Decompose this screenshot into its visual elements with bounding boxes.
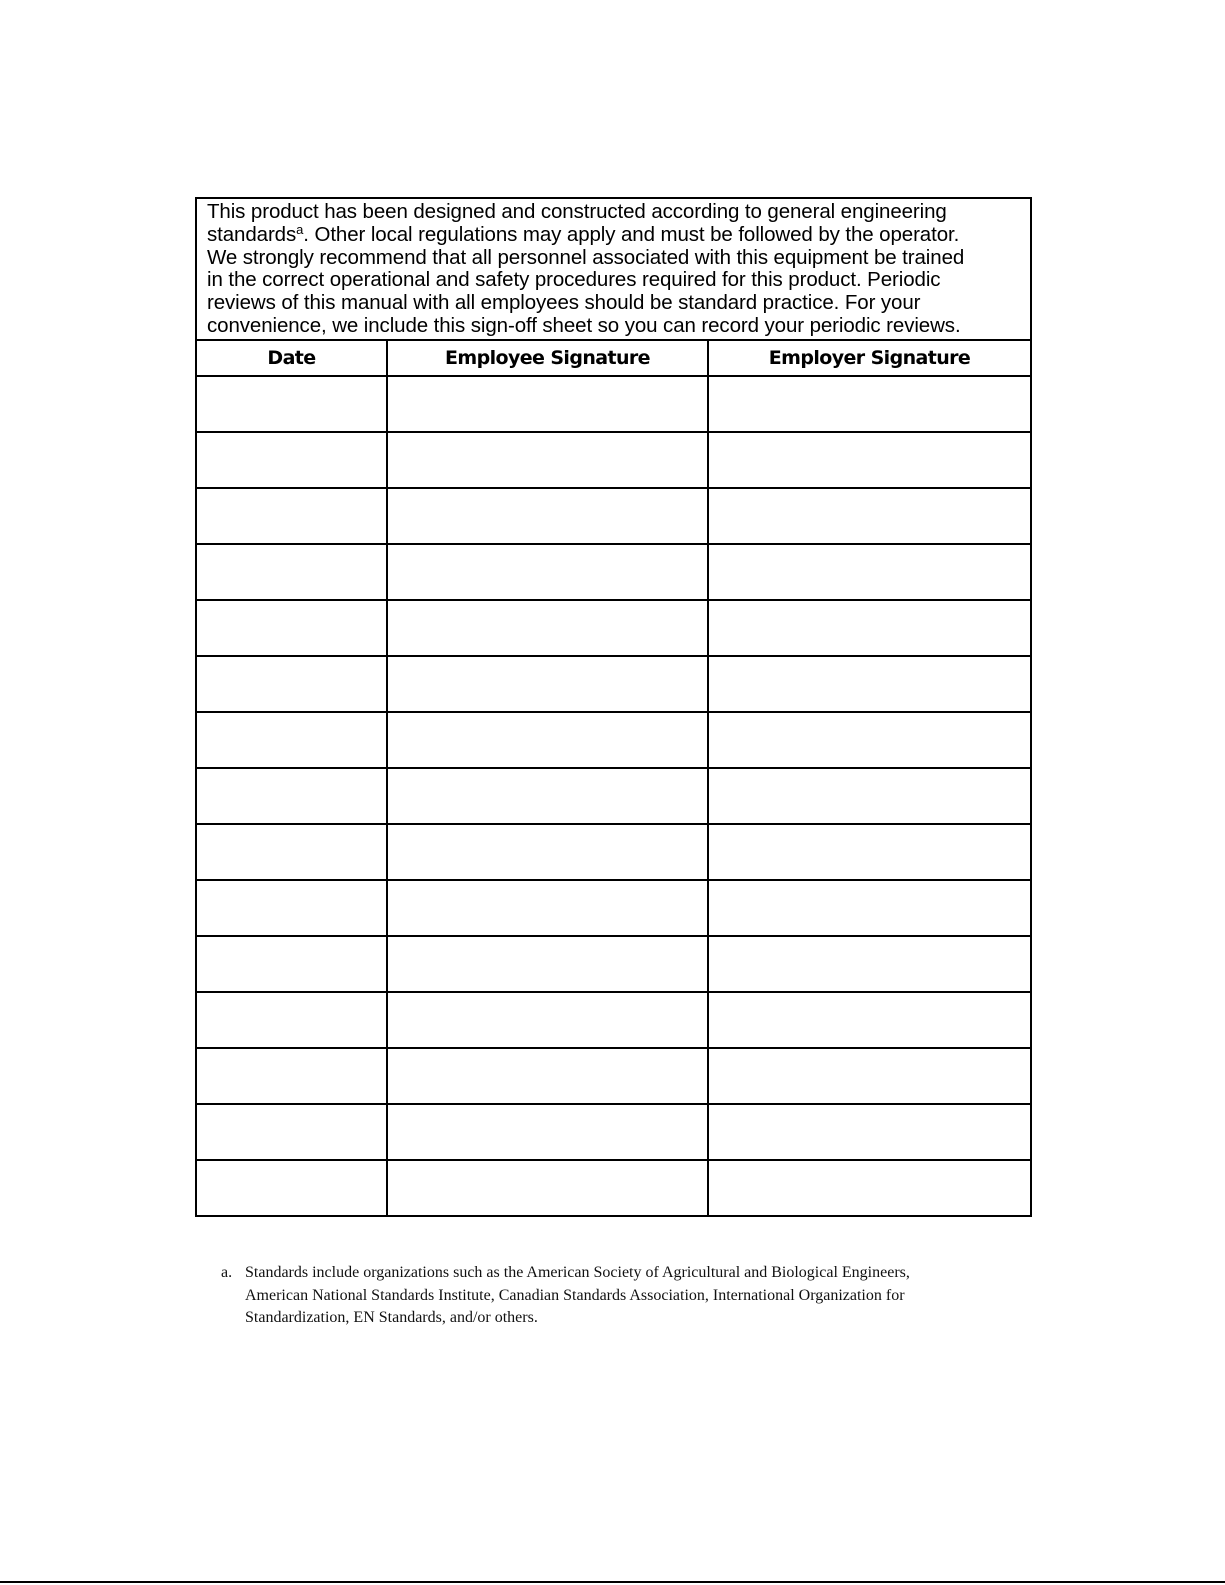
table-row: [196, 880, 1031, 936]
employee-signature-cell[interactable]: [387, 1048, 708, 1104]
footnote-text: [245, 1262, 1021, 1330]
footnote-reference: a: [296, 221, 304, 237]
employee-signature-cell[interactable]: [387, 376, 708, 432]
intro-line: [207, 221, 1030, 247]
footnote-line: Standards include organizations such as the American Society of Agricultural and Biological Engineers,: [245, 1264, 910, 1281]
employer-signature-cell[interactable]: [708, 600, 1031, 656]
intro-line: in the correct operational and safety procedures required for this product. Periodic: [207, 268, 941, 292]
table-header-row: [196, 340, 1031, 376]
table-row: [196, 544, 1031, 600]
date-cell[interactable]: [196, 544, 387, 600]
employer-signature-cell[interactable]: [708, 432, 1031, 488]
table-row: [196, 712, 1031, 768]
employee-signature-cell[interactable]: [387, 544, 708, 600]
table-row: [196, 656, 1031, 712]
date-cell[interactable]: [196, 432, 387, 488]
employer-signature-cell[interactable]: [708, 656, 1031, 712]
employer-signature-cell[interactable]: [708, 544, 1031, 600]
employer-signature-cell[interactable]: [708, 824, 1031, 880]
employer-signature-cell[interactable]: [708, 768, 1031, 824]
date-cell[interactable]: [196, 768, 387, 824]
table-row: [196, 600, 1031, 656]
employer-signature-cell[interactable]: [708, 1104, 1031, 1160]
table-row: [196, 1104, 1031, 1160]
date-cell[interactable]: [196, 656, 387, 712]
date-cell[interactable]: [196, 600, 387, 656]
employer-signature-cell[interactable]: [708, 1048, 1031, 1104]
table-row: [196, 488, 1031, 544]
employee-signature-cell[interactable]: [387, 768, 708, 824]
footnote-marker: a.: [221, 1264, 233, 1281]
date-cell[interactable]: [196, 1160, 387, 1216]
employer-signature-cell[interactable]: [708, 936, 1031, 992]
employer-signature-cell[interactable]: [708, 1160, 1031, 1216]
footnote-line: American National Standards Institute, Canadian Standards Association, International Organization for: [245, 1286, 905, 1304]
employee-signature-cell[interactable]: [387, 432, 708, 488]
employee-signature-cell[interactable]: [387, 824, 708, 880]
footnote: [221, 1262, 1021, 1330]
date-cell[interactable]: [196, 936, 387, 992]
employee-signature-cell[interactable]: [387, 992, 708, 1048]
employee-signature-cell[interactable]: [387, 1160, 708, 1216]
intro-cell: [196, 198, 1031, 340]
table-row: [196, 936, 1031, 992]
date-cell[interactable]: [196, 1104, 387, 1160]
intro-line: We strongly recommend that all personnel associated with this equipment be trained: [207, 245, 965, 269]
employee-signature-cell[interactable]: [387, 712, 708, 768]
intro-line: reviews of this manual with all employees should be standard practice. For your: [207, 291, 921, 315]
employer-signature-cell[interactable]: [708, 880, 1031, 936]
intro-line-start: standards: [207, 222, 297, 246]
signoff-table: [195, 197, 1032, 1217]
employee-signature-cell[interactable]: [387, 488, 708, 544]
intro-line-rest: . Other local regulations may apply and must be followed by the operator.: [303, 222, 960, 246]
date-cell[interactable]: [196, 880, 387, 936]
signoff-rows: [196, 376, 1031, 1216]
date-cell[interactable]: [196, 712, 387, 768]
intro-line: convenience, we include this sign-off sheet so you can record your periodic reviews.: [207, 313, 961, 337]
table-row: [196, 432, 1031, 488]
column-header-date: Date: [196, 340, 387, 376]
date-cell[interactable]: [196, 488, 387, 544]
date-cell[interactable]: [196, 824, 387, 880]
date-cell[interactable]: [196, 1048, 387, 1104]
table-row: [196, 992, 1031, 1048]
date-cell[interactable]: [196, 992, 387, 1048]
employee-signature-cell[interactable]: [387, 880, 708, 936]
page-bottom-rule: [0, 1581, 1225, 1583]
table-row: [196, 768, 1031, 824]
employer-signature-cell[interactable]: [708, 712, 1031, 768]
table-row: [196, 1160, 1031, 1216]
employee-signature-cell[interactable]: [387, 936, 708, 992]
employer-signature-cell[interactable]: [708, 376, 1031, 432]
intro-line: This product has been designed and constructed according to general engineering: [207, 200, 947, 223]
employee-signature-cell[interactable]: [387, 600, 708, 656]
column-header-employee-signature: Employee Signature: [387, 340, 708, 376]
table-row: [196, 1048, 1031, 1104]
intro-row: [196, 198, 1031, 340]
intro-paragraph: [207, 199, 1030, 338]
table-row: [196, 824, 1031, 880]
date-cell[interactable]: [196, 376, 387, 432]
employee-signature-cell[interactable]: [387, 1104, 708, 1160]
footnote-line: Standardization, EN Standards, and/or others.: [245, 1309, 538, 1326]
employee-signature-cell[interactable]: [387, 656, 708, 712]
column-header-employer-signature: Employer Signature: [708, 340, 1031, 376]
employer-signature-cell[interactable]: [708, 992, 1031, 1048]
employer-signature-cell[interactable]: [708, 488, 1031, 544]
table-row: [196, 376, 1031, 432]
